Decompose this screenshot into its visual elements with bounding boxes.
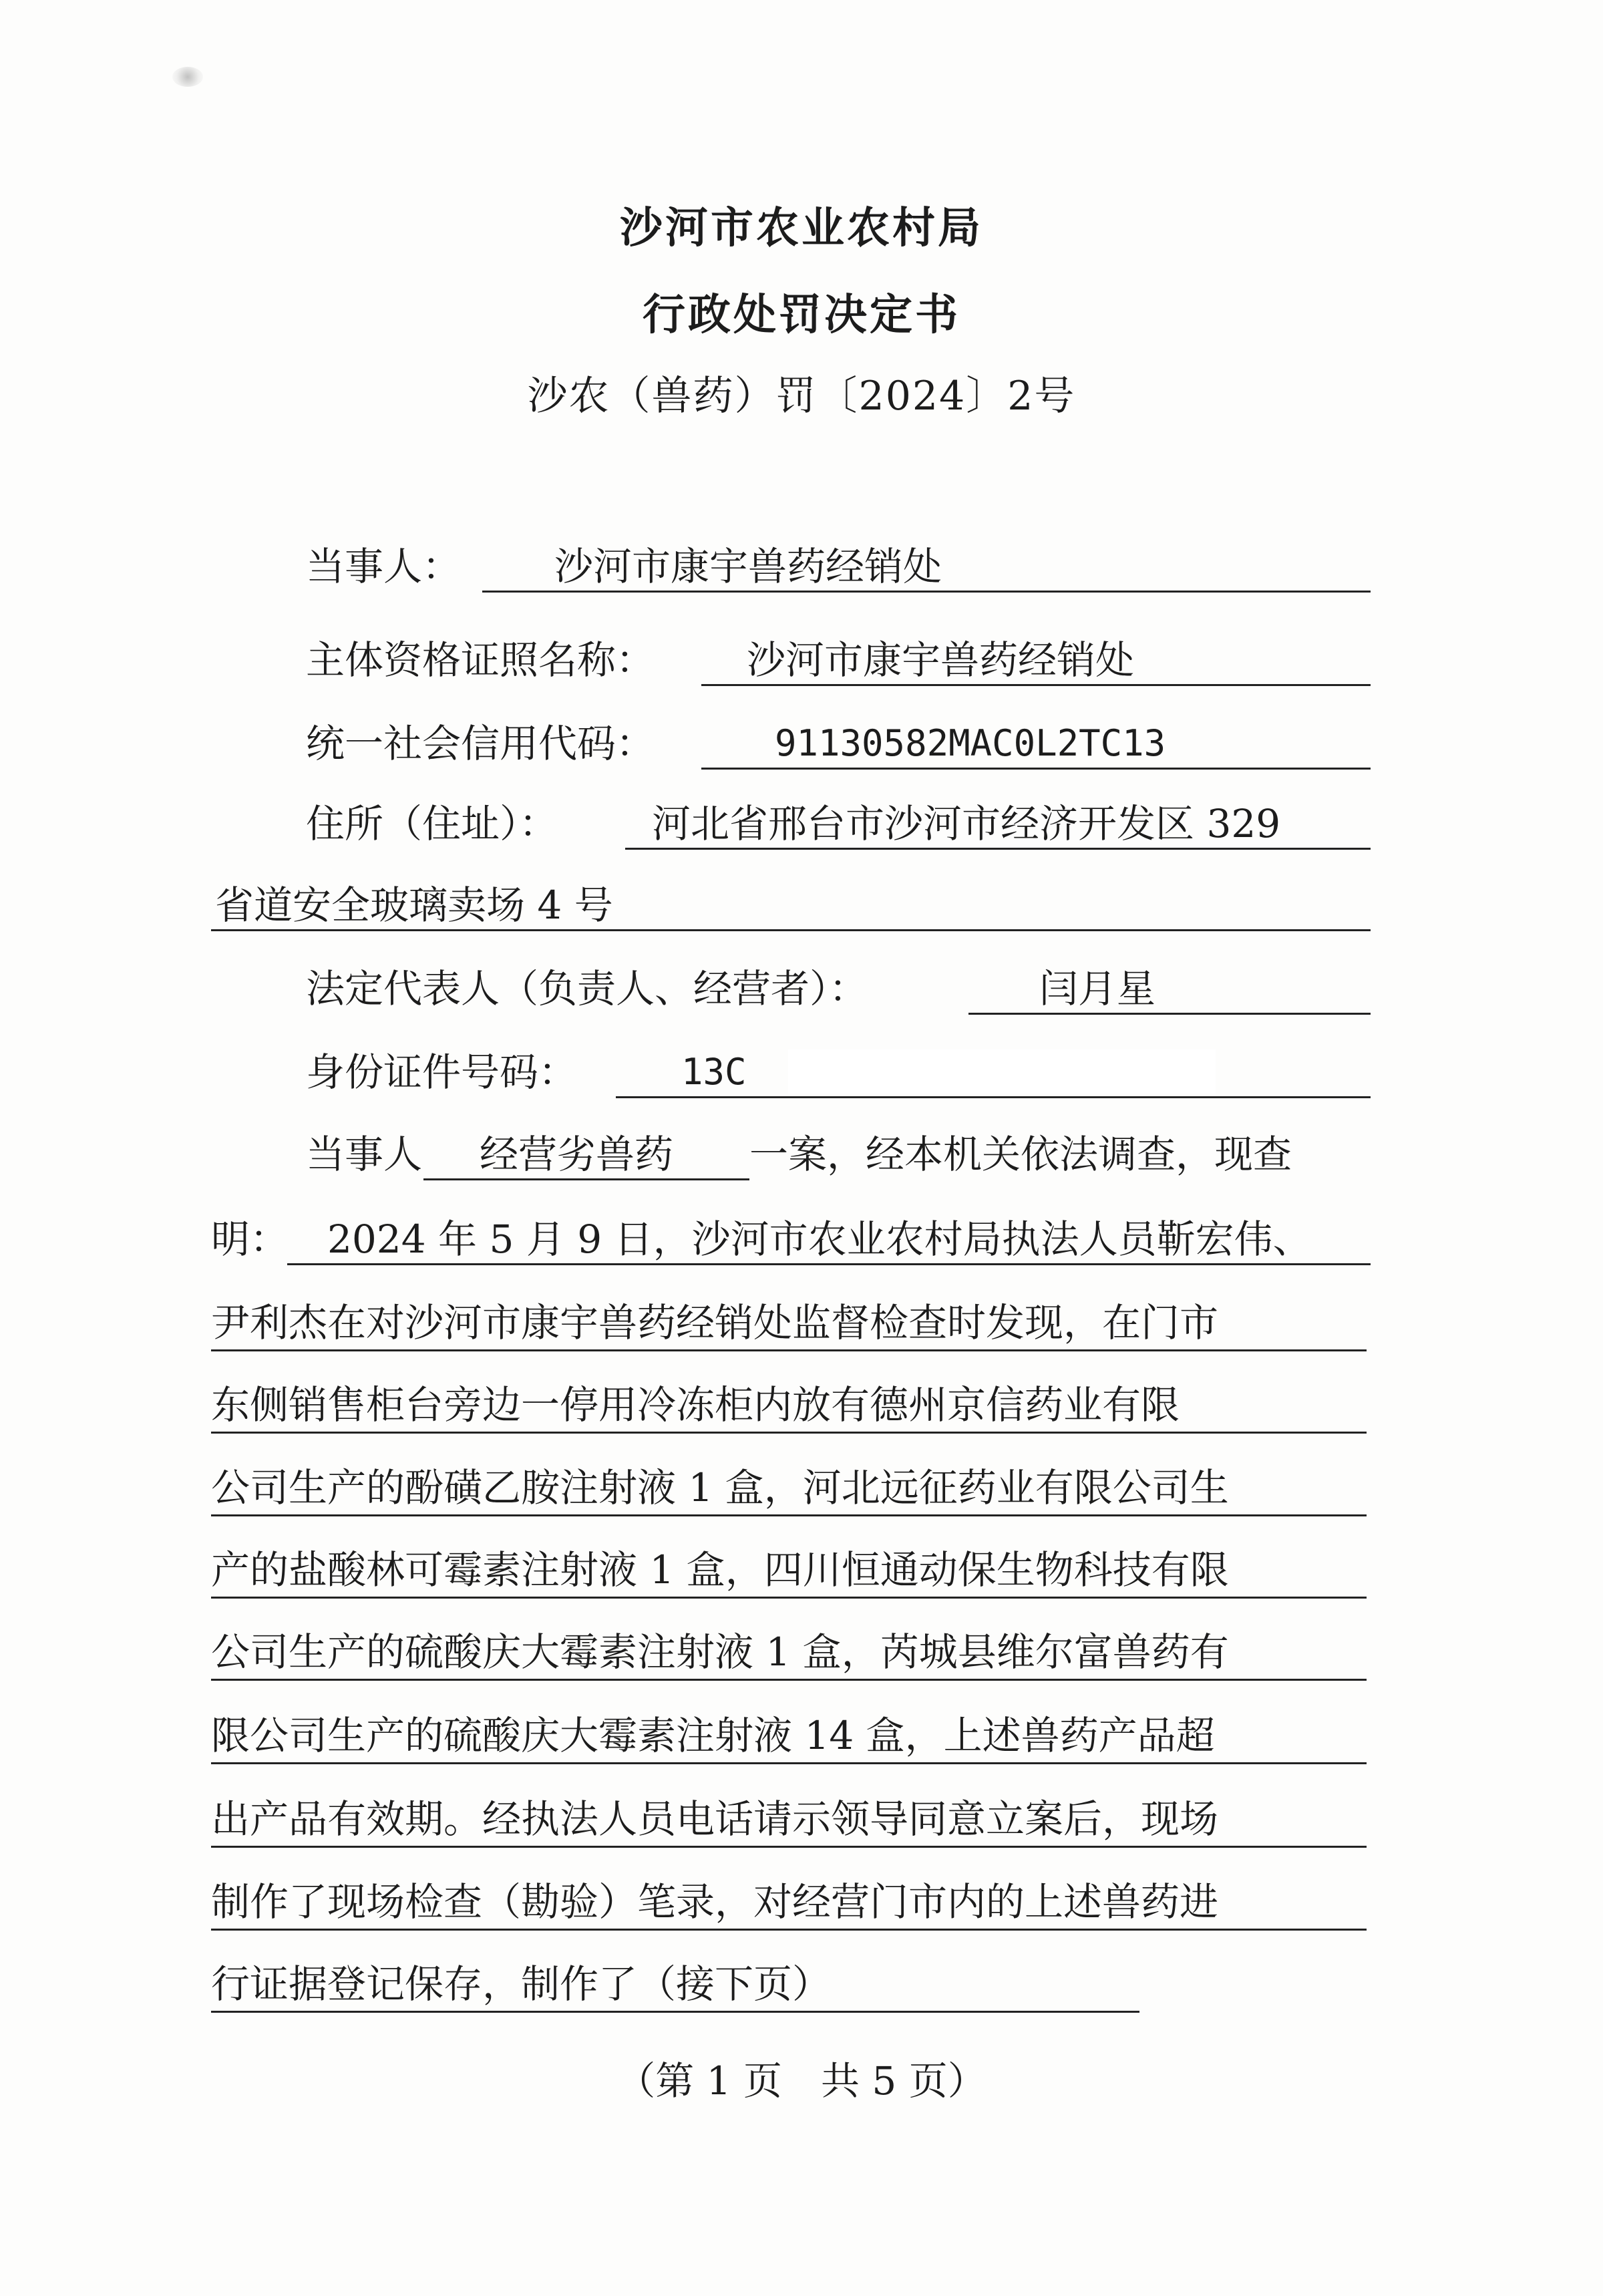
- id-number-label: 身份证件号码：: [306, 1049, 578, 1095]
- address-row: [0, 797, 1603, 850]
- id-redaction: [788, 1049, 1216, 1094]
- findings-line-5: 产的盐酸林可霉素注射液 1 盒，四川恒通动保生物科技有限: [211, 1543, 1367, 1599]
- party-row: [0, 540, 1603, 593]
- address-value-line1: 河北省邢台市沙河市经济开发区 329: [652, 801, 1281, 846]
- page-indicator: （第 1 页 共 5 页）: [616, 2058, 987, 2104]
- legal-rep-underline: [968, 962, 1371, 1015]
- findings-line-4: 公司生产的酚磺乙胺注射液 1 盒，河北远征药业有限公司生: [211, 1461, 1367, 1516]
- credit-code-label: 统一社会信用代码：: [306, 721, 655, 766]
- agency-title: 沙河市农业农村局: [620, 203, 983, 253]
- case-intro-suffix: 一案，经本机关依法调查，现查: [749, 1132, 1292, 1177]
- document-type-title: 行政处罚决定书: [643, 290, 960, 340]
- license-name-label: 主体资格证照名称：: [306, 637, 655, 683]
- address-label: 住所（住址）：: [306, 801, 558, 846]
- party-value: 沙河市康宇兽药经销处: [554, 544, 942, 589]
- case-name: 经营劣兽药: [480, 1132, 674, 1177]
- license-name-row: [0, 633, 1603, 687]
- findings-line-1: 2024 年 5 月 9 日，沙河市农业农村局执法人员靳宏伟、: [327, 1216, 1312, 1262]
- case-intro-row: [0, 1128, 1603, 1181]
- license-name-value: 沙河市康宇兽药经销处: [747, 637, 1135, 683]
- credit-code-value: 91130582MAC0L2TC13: [775, 722, 1166, 764]
- legal-rep-value: 闫月星: [1039, 966, 1156, 1011]
- findings-line-7: 限公司生产的硫酸庆大霉素注射液 14 盒，上述兽药产品超: [211, 1709, 1367, 1764]
- case-intro-prefix: 当事人: [306, 1132, 423, 1177]
- address-value-line2: 省道安全玻璃卖场 4 号: [215, 882, 613, 928]
- findings-first-row: [0, 1212, 1603, 1266]
- findings-line-6: 公司生产的硫酸庆大霉素注射液 1 盒，芮城县维尔富兽药有: [211, 1625, 1367, 1681]
- document-number: 沙农（兽药）罚〔2024〕2号: [527, 373, 1076, 420]
- findings-line-10: 行证据登记保存，制作了（接下页）: [211, 1957, 1139, 2013]
- party-label: 当事人：: [306, 544, 462, 589]
- findings-line-3: 东侧销售柜台旁边一停用冷冻柜内放有德州京信药业有限: [211, 1378, 1367, 1434]
- credit-code-row: [0, 717, 1603, 770]
- legal-rep-label: 法定代表人（负责人、经营者）：: [306, 966, 868, 1011]
- findings-line-2: 尹利杰在对沙河市康宇兽药经销处监督检查时发现，在门市: [211, 1296, 1367, 1351]
- findings-line-8: 出产品有效期。经执法人员电话请示领导同意立案后，现场: [211, 1792, 1367, 1848]
- findings-line-9: 制作了现场检查（勘验）笔录，对经营门市内的上述兽药进: [211, 1875, 1367, 1931]
- id-number-row: [0, 1045, 1603, 1099]
- address-row-2: [0, 878, 1603, 932]
- scan-smudge: [172, 67, 203, 87]
- id-number-value: 13C: [681, 1051, 747, 1093]
- findings-prefix: 明：: [211, 1216, 289, 1262]
- legal-rep-row: [0, 962, 1603, 1015]
